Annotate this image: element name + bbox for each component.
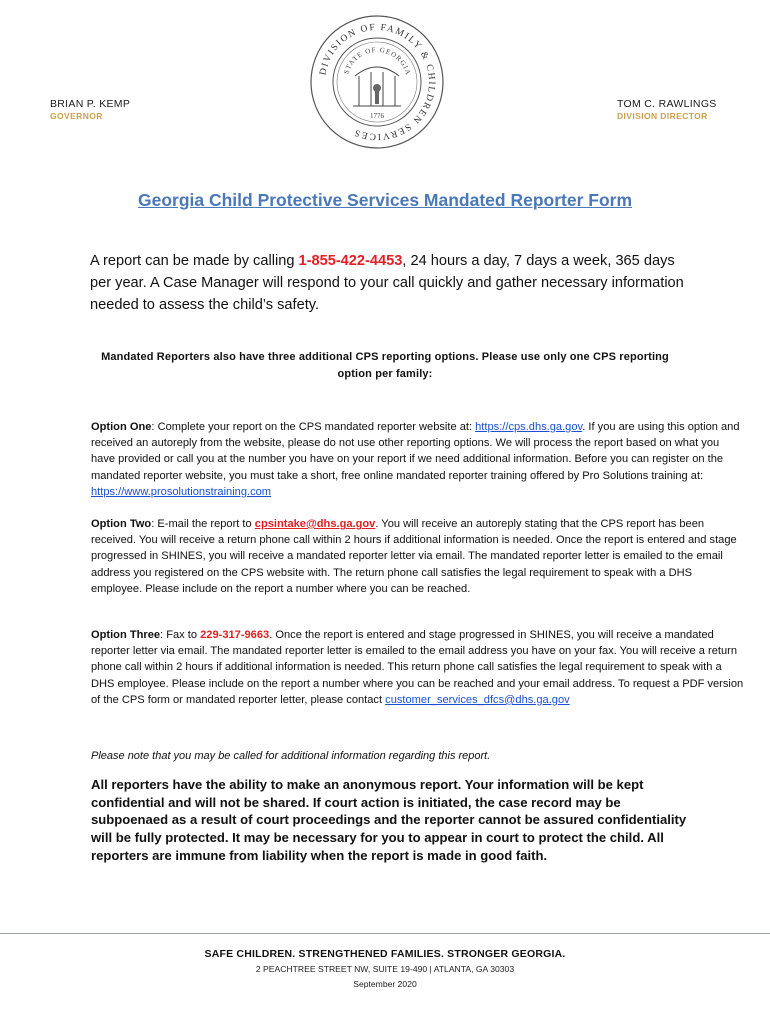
option-three-text1: : Fax to [160, 629, 201, 641]
footer-address: 2 PEACHTREE STREET NW, SUITE 19-490 | ATLANTA, GA 30303 [255, 964, 515, 974]
seal-inner-text: STATE OF GEORGIA [342, 45, 413, 77]
state-seal-logo [309, 14, 445, 150]
governor-title: GOVERNOR [50, 111, 103, 121]
option-one-text2: . If you are using this option and received an autoreply from the website, please do not use other reporting options. We will process the report based on what you have provided or call you at the number you have on your report if we need additional information. Before you can register on the mandated reporter website, you must take a short, free online mandated reporter training offered by Pro Solutions training at: [91, 421, 740, 482]
footer-slogan: SAFE CHILDREN. STRENGTHENED FAMILIES. STRONGER GEORGIA. [204, 948, 566, 960]
director-block [617, 98, 717, 122]
seal-year: 1776 [370, 112, 384, 120]
customer-services-email-link[interactable]: customer_services_dfcs@dhs.ga.gov [385, 693, 570, 706]
option-two-text1: : E-mail the report to [151, 518, 255, 530]
seal-ring-text: DIVISION OF FAMILY & CHILDREN SERVICES [318, 22, 437, 142]
option-three-paragraph [91, 627, 745, 708]
fax-number[interactable]: 229-317-9663 [200, 629, 270, 641]
note-text: Please note that you may be called for additional information regarding this report. [91, 750, 491, 762]
intro-text-before: A report can be made by calling [90, 253, 299, 269]
hotline-phone[interactable]: 1-855-422-4453 [298, 253, 403, 269]
director-name: TOM C. RAWLINGS [617, 98, 717, 110]
anonymous-report-notice: All reporters have the ability to make an anonymous report. Your information will be kept confidential and will not be shared. If court action is initiated, the case record may be subpoenaed as a result of court proceedings and the reporter cannot be assured confidentiality will be fully protected. It may be necessary for you to appear in court to protect the child. All reporters are immune from liability when the report is made in good faith. [91, 777, 687, 863]
option-one-label: Option One [91, 421, 152, 433]
page-title: Georgia Child Protective Services Mandated Reporter Form [137, 190, 633, 210]
director-title: DIVISION DIRECTOR [617, 111, 708, 121]
governor-name: BRIAN P. KEMP [50, 98, 131, 110]
option-one-text1: : Complete your report on the CPS mandated reporter website at: [151, 421, 476, 433]
options-heading: Mandated Reporters also have three additional CPS reporting options. Please use only one CPS reporting option per family: [101, 351, 669, 380]
prosolutions-link[interactable]: https://www.prosolutionstraining.com [91, 485, 272, 498]
option-three-text2: . Once the report is entered and stage progressed in SHINES, you will receive a mandated reporter letter via email. The mandated reporter letter is emailed to the email address you have on your fax. You will receive a return phone call within 2 hours if additional information is needed. This return phone call satisfies the legal requirement to speak with a DHS employee. Please include on the report a number where you can be reached and your email address. To request a PDF version of the CPS form or mandated reporter letter, please contact [91, 629, 744, 706]
option-two-label: Option Two [91, 518, 152, 530]
option-three-label: Option Three [91, 629, 161, 641]
svg-text:DIVISION OF FAMILY & CHILDREN [318, 23, 436, 141]
cps-intake-email-link[interactable]: cpsintake@dhs.ga.gov [254, 518, 376, 530]
intro-text-after: , 24 hours a day, 7 days a week, 365 days per year. A Case Manager will respond to your call quickly and gather necessary information needed to assess the child’s safety. [90, 253, 684, 313]
footer-date: September 2020 [353, 979, 417, 989]
footer-divider [0, 933, 770, 934]
intro-paragraph [90, 250, 690, 316]
option-one-paragraph [91, 419, 745, 500]
governor-block [50, 98, 130, 122]
option-two-paragraph [91, 516, 745, 597]
cps-website-link[interactable]: https://cps.dhs.ga.gov [475, 421, 583, 433]
option-two-text2: . You will receive an autoreply stating that the CPS report has been received. You will receive a return phone call within 2 hours if additional information is needed. Once the report is entered and stage progressed in SHINES, you will receive a mandated reporter letter via email. The mandated reporter letter is emailed to the email address you registered on the CPS website with. The return phone call satisfies the legal requirement to speak with a DHS employee. Please include on the report a number where you can be reached. [91, 518, 737, 595]
